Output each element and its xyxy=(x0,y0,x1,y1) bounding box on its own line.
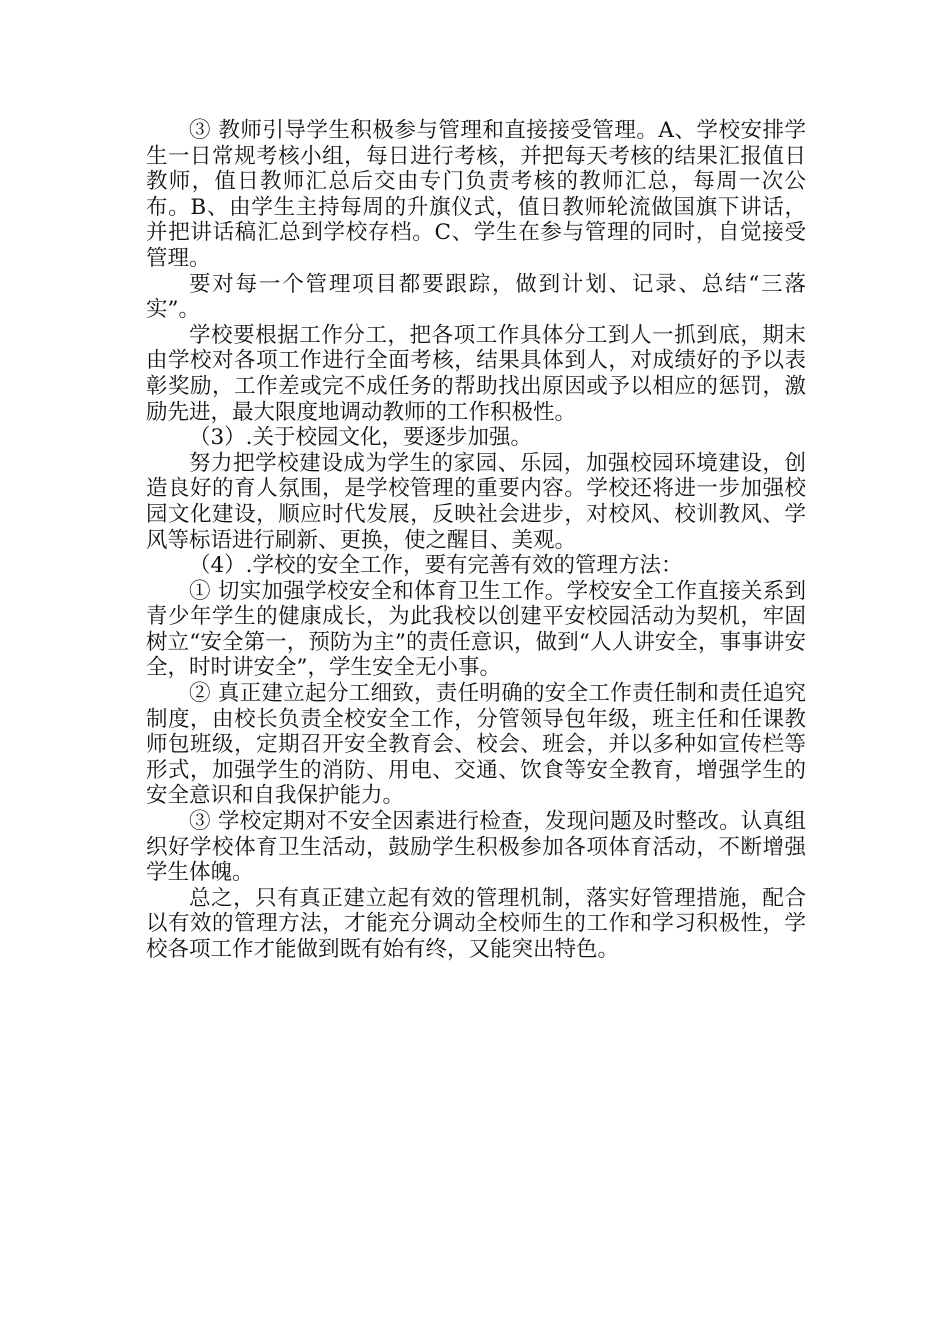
paragraph-campus-culture: 努力把学校建设成为学生的家园、乐园，加强校园环境建设，创造良好的育人氛围，是学校管理的重要内容。学校还将进一步加强校园文化建设，顺应时代发展，反映社会进步，对校风、校训教风、学风等标语进行刷新、更换，使之醒目、美观。 xyxy=(146,450,806,553)
paragraph-conclusion: 总之，只有真正建立起有效的管理机制，落实好管理措施，配合以有效的管理方法，才能充分调动全校师生的工作和学习积极性，学校各项工作才能做到既有始有终，又能突出特色。 xyxy=(146,885,806,962)
section-heading-campus-culture: （3）.关于校园文化，要逐步加强。 xyxy=(189,425,533,451)
paragraph-safety-3: ③ 学校定期对不安全因素进行检查，发现问题及时整改。认真组织好学校体育卫生活动，鼓励学生积极参加各项体育活动，不断增强学生体魄。 xyxy=(146,809,806,886)
paragraph-three-implementations: 要对每一个管理项目都要跟踪，做到计划、记录、总结“三落实”。 xyxy=(146,271,806,323)
paragraph-teacher-guidance: ③ 教师引导学生积极参与管理和直接接受管理。A、学校安排学生一日常规考核小组，每日进行考核，并把每天考核的结果汇报值日教师，值日教师汇总后交由专门负责考核的教师汇总，每周一次公布。B、由学生主持每周的升旗仪式，值日教师轮流做国旗下讲话，并把讲话稿汇总到学校存档。C、学生在参与管理的同时，自觉接受管理。 xyxy=(146,118,806,271)
paragraph-safety-2: ② 真正建立起分工细致，责任明确的安全工作责任制和责任追究制度，由校长负责全校安全工作，分管领导包年级，班主任和任课教师包班级，定期召开安全教育会、校会、班会，并以多种如宣传栏等形式，加强学生的消防、用电、交通、饮食等安全教育，增强学生的安全意识和自我保护能力。 xyxy=(146,681,806,809)
document-body xyxy=(146,118,806,963)
section-heading-safety-work: （4）.学校的安全工作，要有完善有效的管理方法： xyxy=(189,553,683,579)
paragraph-safety-1: ① 切实加强学校安全和体育卫生工作。学校安全工作直接关系到青少年学生的健康成长，为此我校以创建平安校园活动为契机，牢固树立“安全第一，预防为主”的责任意识，做到“人人讲安全，事事讲安全，时时讲安全”，学生安全无小事。 xyxy=(146,578,806,681)
paragraph-work-assignment: 学校要根据工作分工，把各项工作具体分工到人一抓到底，期末由学校对各项工作进行全面考核，结果具体到人，对成绩好的予以表彰奖励，工作差或完不成任务的帮助找出原因或予以相应的惩罚，激励先进，最大限度地调动教师的工作积极性。 xyxy=(146,322,806,425)
